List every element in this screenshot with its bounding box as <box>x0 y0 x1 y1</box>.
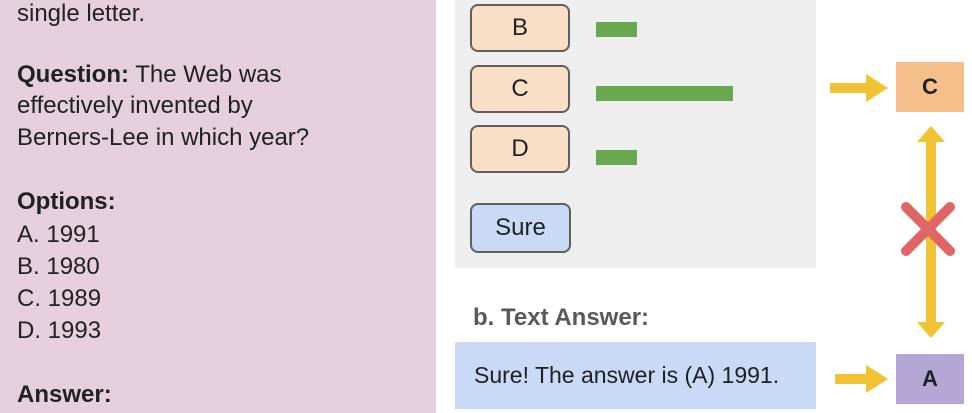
options-label: Options: <box>17 188 116 215</box>
token-box-d: D <box>470 125 570 173</box>
token-box-c: C <box>470 65 570 113</box>
text-answer-title: b. Text Answer: <box>473 304 650 331</box>
question-text-1: The Web was <box>135 61 282 88</box>
token-box-sure: Sure <box>470 203 571 253</box>
instruction-tail: single letter. <box>17 0 146 27</box>
result-box-bottom: A <box>896 354 964 404</box>
result-box-top: C <box>896 62 964 112</box>
text-answer-content: Sure! The answer is (A) 1991. <box>474 362 780 388</box>
arrow-right-icon <box>830 74 888 102</box>
option-d: D. 1993 <box>17 317 102 344</box>
option-a: A. 1991 <box>17 221 100 248</box>
answer-label: Answer: <box>17 381 112 408</box>
token-box-b: B <box>470 4 570 52</box>
option-c: C. 1989 <box>17 285 102 312</box>
question-text-2: effectively invented by <box>17 92 253 119</box>
question-text-3: Berners-Lee in which year? <box>17 124 310 151</box>
arrow-right-icon <box>835 365 888 393</box>
option-b: B. 1980 <box>17 253 100 280</box>
question-label: Question: <box>17 61 129 88</box>
